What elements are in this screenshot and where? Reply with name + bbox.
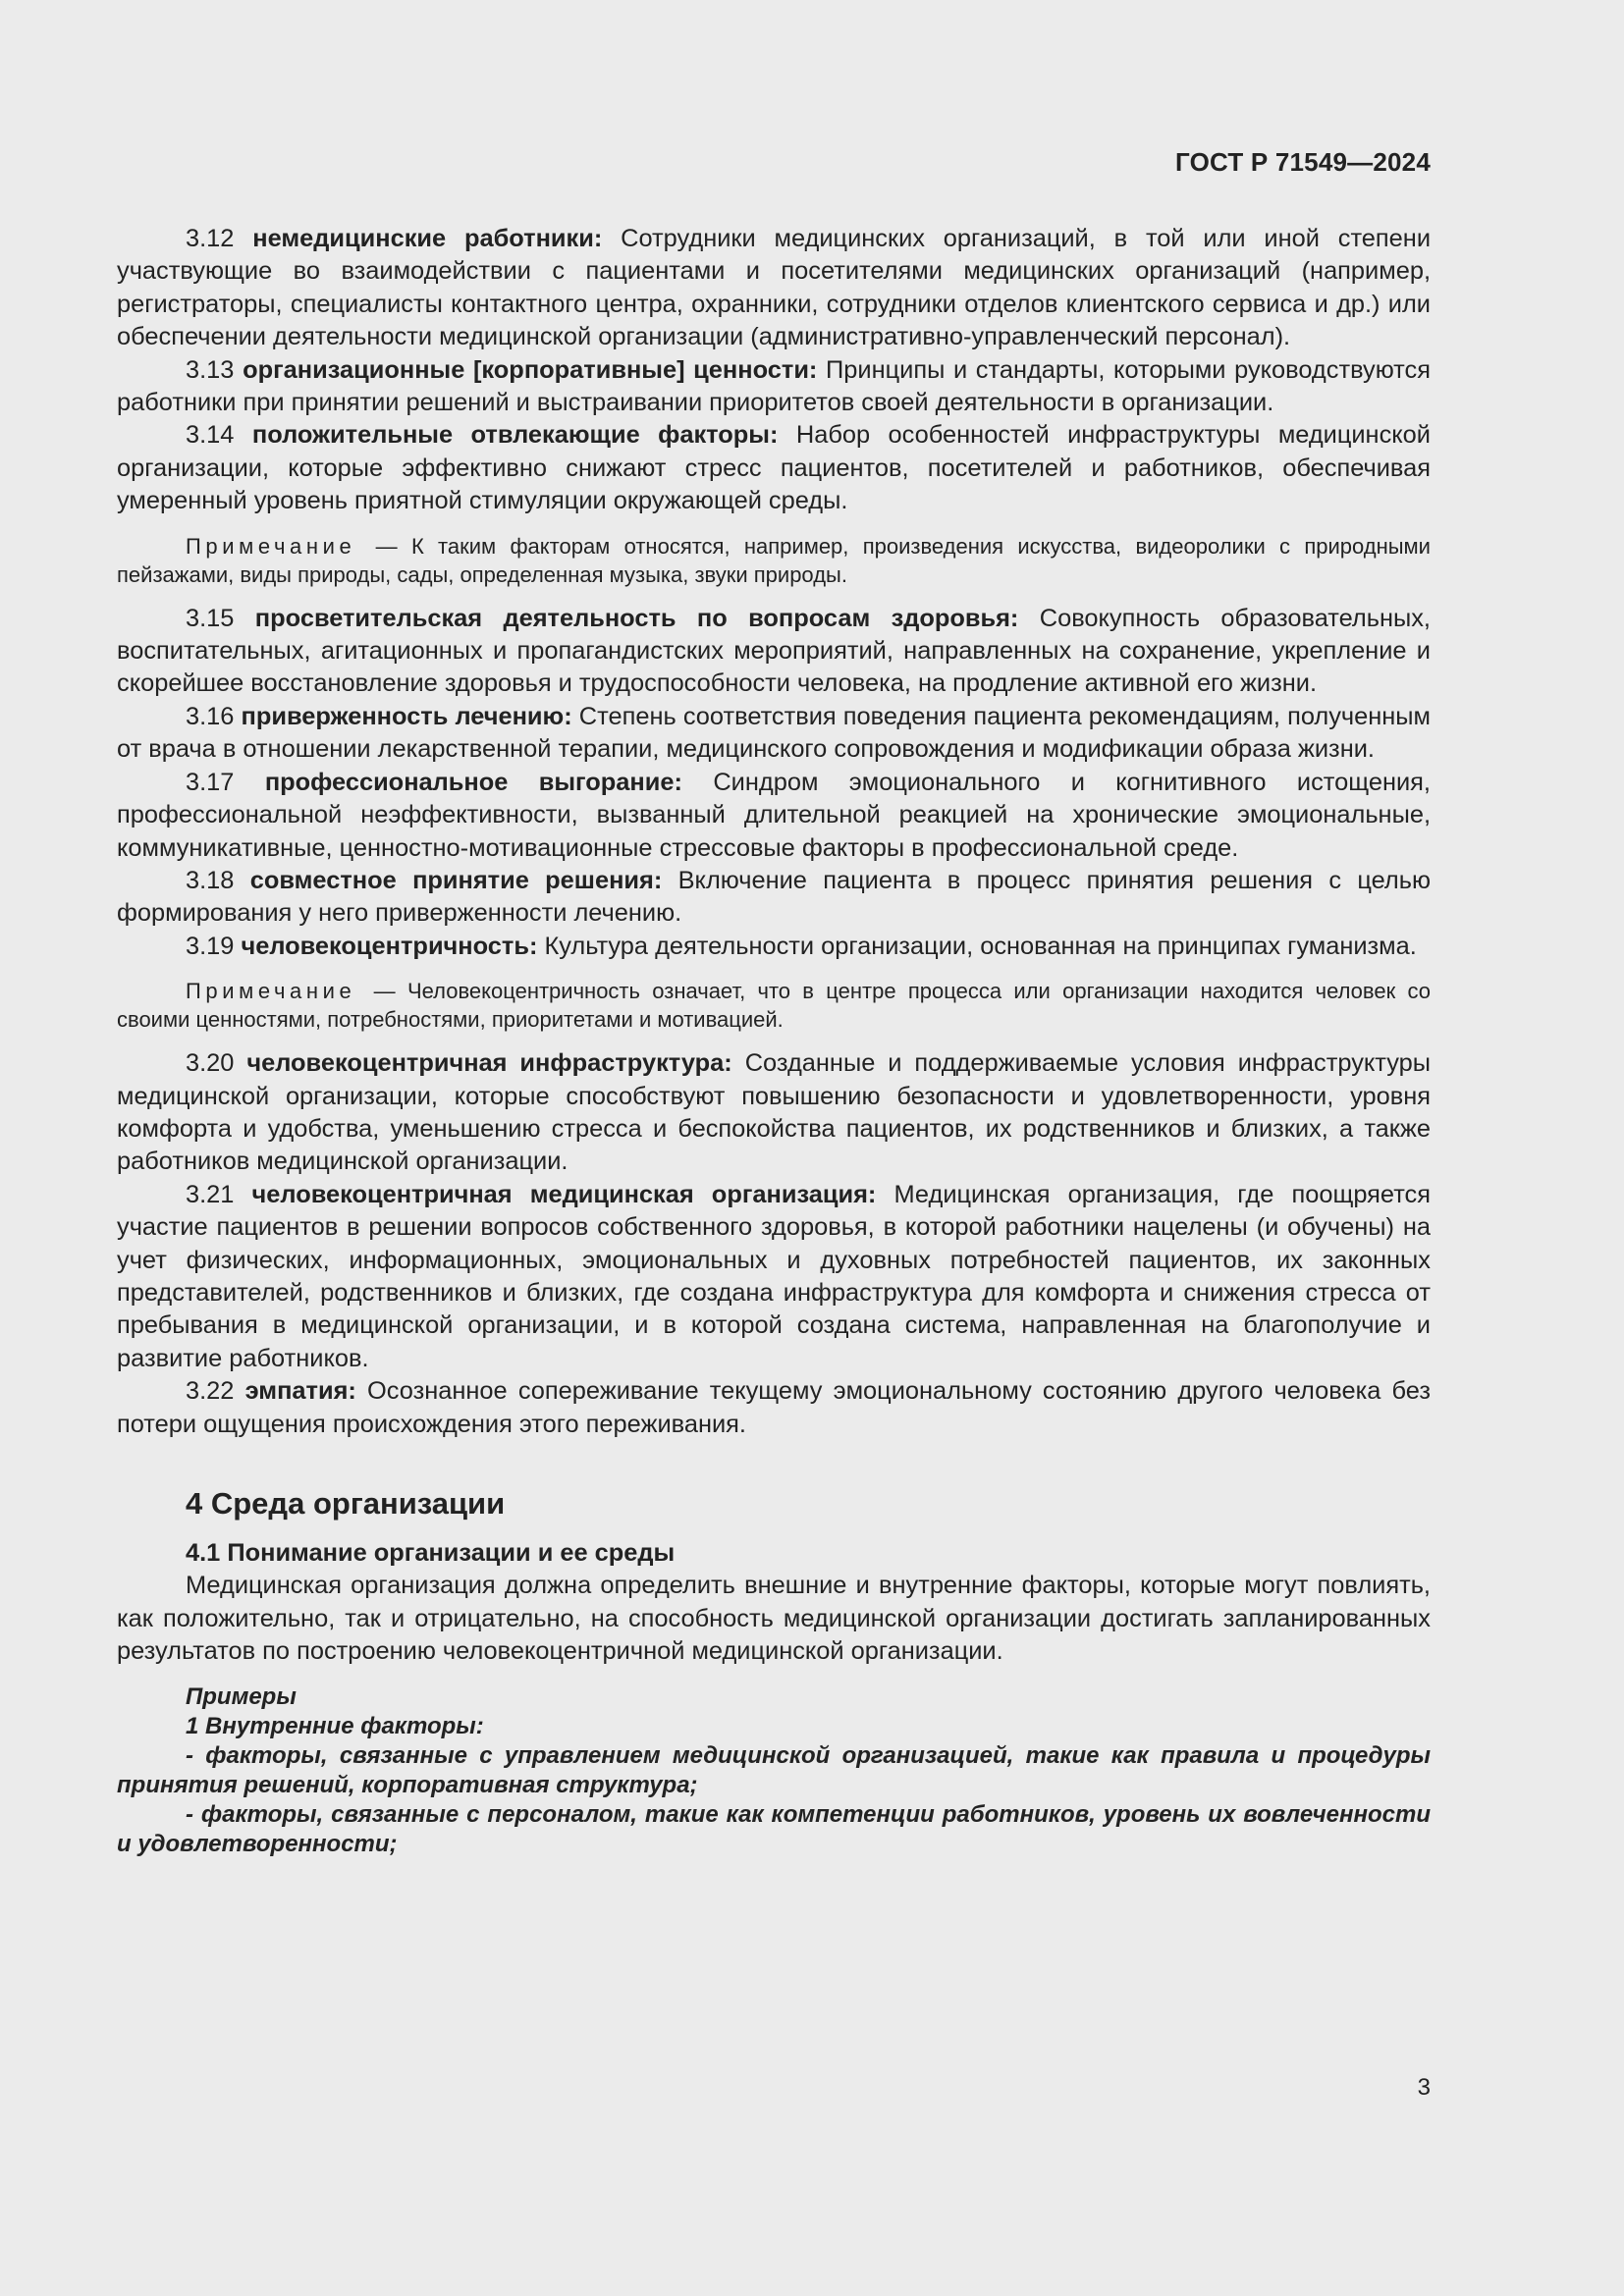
note-label: Примечание bbox=[186, 533, 356, 559]
definition-number: 3.18 bbox=[186, 866, 235, 894]
definition-term: человекоцентричная медицинская организация: bbox=[251, 1180, 877, 1208]
document-code: ГОСТ Р 71549—2024 bbox=[1175, 147, 1431, 177]
definition-text: Степень соответствия поведения пациента рекомендациям, полученным от врача в отношении лекарственной терапии, медицинского сопровождения и модификации образа жизни. bbox=[117, 702, 1431, 764]
page-content bbox=[117, 223, 1431, 1859]
definition-3-13 bbox=[117, 354, 1431, 420]
definition-text: Созданные и поддерживаемые условия инфраструктуры медицинской организации, которые способствуют повышению безопасности и удовлетворенности, уровня комфорта и удобства, уменьшению стресса и беспокойства пациентов, их родственников и близких, а также работников медицинской организации. bbox=[117, 1049, 1431, 1176]
definition-number: 3.13 bbox=[186, 355, 235, 384]
note-label: Примечание bbox=[186, 979, 356, 1004]
definition-text: Медицинская организация, где поощряется участие пациентов в решении вопросов собственного здоровья, в которой работники нацелены (и обучены) на учет физических, информационных, эмоциональных и духовных потребностей пациентов, их законных представителей, родственников и близких, где создана инфраструктура для комфорта и снижения стресса от пребывания в медицинской организации, и в которой создана система, направленная на благополучие и развитие работников. bbox=[117, 1180, 1431, 1372]
definition-number: 3.15 bbox=[186, 604, 235, 632]
definition-text: Набор особенностей инфраструктуры медицинской организации, которые эффективно снижают стресс пациентов, посетителей и работников, обеспечивая умеренный уровень приятной стимуляции окружающей среды. bbox=[117, 421, 1431, 515]
definition-term: человекоцентричная инфраструктура: bbox=[246, 1049, 732, 1078]
note-dash: — bbox=[375, 533, 398, 559]
examples-item: - факторы, связанные с персоналом, такие как компетенции работников, уровень их вовлеченности и удовлетворенности; bbox=[117, 1800, 1431, 1857]
definition-3-20 bbox=[117, 1047, 1431, 1179]
definition-term: немедицинские работники: bbox=[252, 225, 603, 252]
definition-3-19 bbox=[117, 931, 1431, 963]
note-text: К таким факторам относятся, например, произведения искусства, видеоролики с природными пейзажами, виды природы, сады, определенная музыка, звуки природы. bbox=[117, 533, 1431, 587]
definition-3-14 bbox=[117, 419, 1431, 517]
definition-3-22 bbox=[117, 1375, 1431, 1441]
examples-block bbox=[117, 1682, 1431, 1859]
section-body: Медицинская организация должна определить внешние и внутренние факторы, которые могут повлиять, как положительно, так и отрицательно, на способность медицинской организации достигать запланированных результатов по построению человекоцентричной медицинской организации. bbox=[117, 1572, 1431, 1666]
definition-number: 3.22 bbox=[186, 1377, 235, 1406]
definition-3-21 bbox=[117, 1179, 1431, 1375]
definition-number: 3.17 bbox=[186, 768, 235, 796]
page-number: 3 bbox=[1417, 2074, 1431, 2101]
definition-number: 3.16 bbox=[186, 702, 235, 730]
note-positive-factors bbox=[117, 532, 1431, 589]
note-human-centricity bbox=[117, 977, 1431, 1034]
definition-term: эмпатия: bbox=[244, 1377, 356, 1406]
definition-text: Осознанное сопереживание текущему эмоциональному состоянию другого человека без потери ощущения происхождения этого переживания. bbox=[117, 1377, 1431, 1438]
examples-item: - факторы, связанные с управлением медицинской организацией, такие как правила и процедуры принятия решений, корпоративная структура; bbox=[117, 1741, 1431, 1798]
examples-item: 1 Внутренние факторы: bbox=[186, 1712, 484, 1739]
subsection-title: 4.1 Понимание организации и ее среды bbox=[186, 1539, 676, 1567]
note-dash: — bbox=[373, 979, 396, 1004]
note-text: Человекоцентричность означает, что в центре процесса или организации находится человек со своими ценностями, потребностями, приоритетами и мотивацией. bbox=[117, 979, 1431, 1033]
definition-number: 3.19 bbox=[186, 932, 235, 960]
definition-term: приверженность лечению: bbox=[241, 702, 572, 730]
examples-heading: Примеры bbox=[186, 1682, 297, 1710]
definition-3-18 bbox=[117, 865, 1431, 931]
definition-term: просветительская деятельность по вопросам здоровья: bbox=[254, 604, 1019, 632]
definition-text: Сотрудники медицинских организаций, в той или иной степени участвующие во взаимодействии с пациентами и посетителями медицинских организаций (например, регистраторы, специалисты контактного центра, охранники, сотрудники отделов клиентского сервиса и др.) или обеспечении деятельности медицинской организации (административно-управленческий персонал). bbox=[117, 225, 1432, 351]
definition-term: совместное принятие решения: bbox=[249, 866, 663, 894]
definition-number: 3.14 bbox=[186, 421, 235, 450]
definition-3-17 bbox=[117, 767, 1431, 865]
definition-number: 3.12 bbox=[186, 225, 235, 252]
definition-term: профессиональное выгорание: bbox=[264, 768, 682, 796]
definition-text: Культура деятельности организации, основанная на принципах гуманизма. bbox=[544, 932, 1417, 960]
definition-term: человекоцентричность: bbox=[241, 932, 538, 960]
section-title: 4 Среда организации bbox=[186, 1486, 506, 1521]
definition-text: Принципы и стандарты, которыми руководствуются работники при принятии решений и выстраивании приоритетов своей деятельности в организации. bbox=[117, 355, 1431, 417]
definition-3-16 bbox=[117, 701, 1431, 767]
definition-term: организационные [корпоративные] ценности: bbox=[243, 355, 818, 384]
definition-text: Включение пациента в процесс принятия решения с целью формирования у него приверженности лечению. bbox=[117, 866, 1432, 928]
definition-text: Синдром эмоционального и когнитивного истощения, профессиональной неэффективности, вызванный длительной реакцией на хронические эмоциональные, коммуникативные, ценностно-мотивационные стрессовые факторы в профессиональной среде. bbox=[117, 768, 1431, 862]
definition-term: положительные отвлекающие факторы: bbox=[251, 421, 779, 450]
definition-3-15 bbox=[117, 603, 1431, 701]
definition-3-12 bbox=[117, 223, 1431, 354]
definition-text: Совокупность образовательных, воспитательных, агитационных и пропагандистских мероприятий, направленных на сохранение, укрепление и скорейшее восстановление здоровья и трудоспособности человека, на продление активной его жизни. bbox=[117, 604, 1431, 698]
definition-number: 3.21 bbox=[186, 1180, 235, 1208]
definition-number: 3.20 bbox=[186, 1049, 235, 1078]
